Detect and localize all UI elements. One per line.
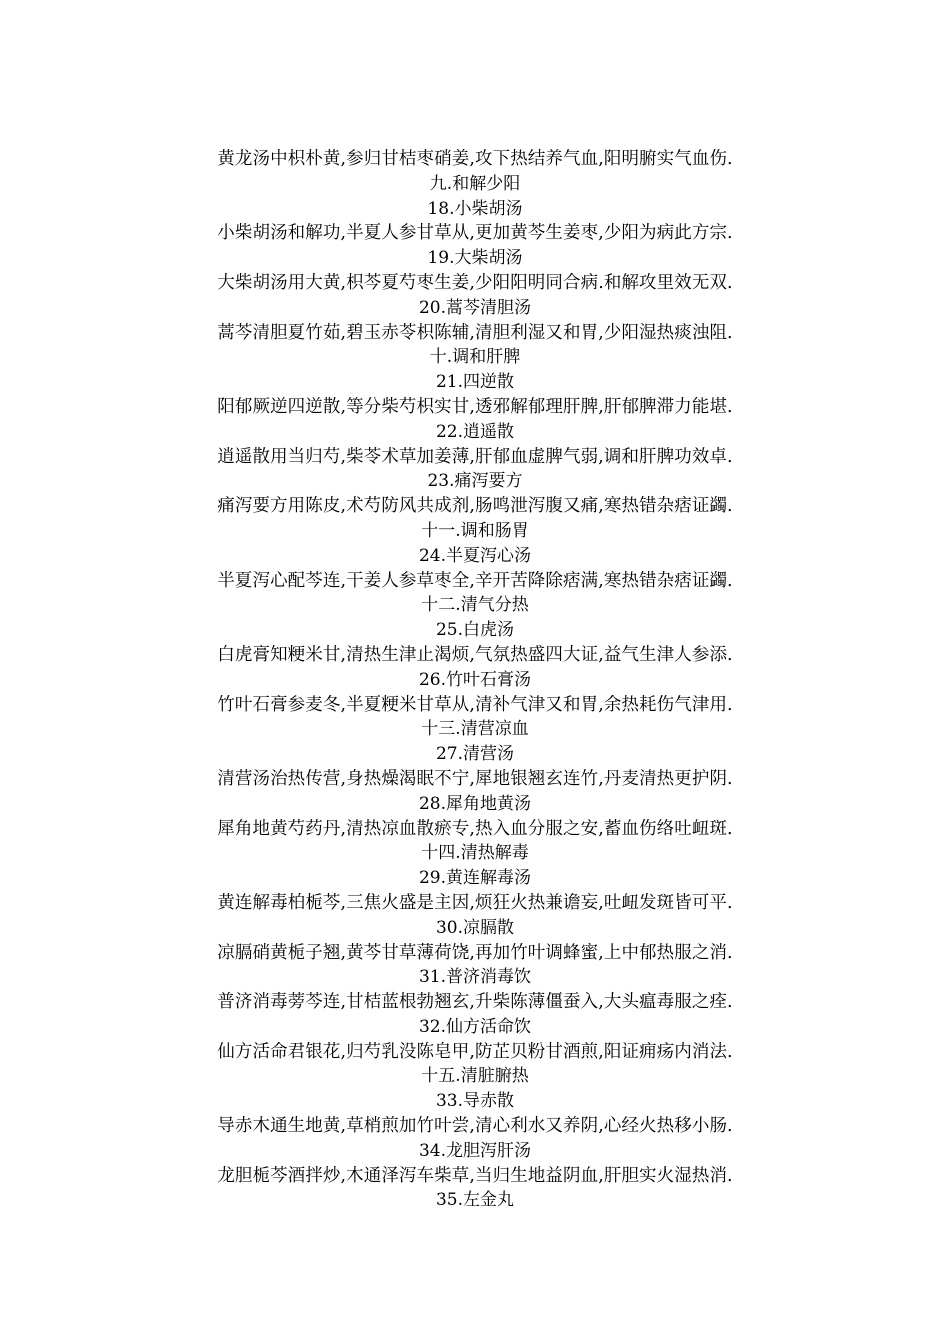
section-heading: 十五.清脏腑热	[421, 1066, 529, 1087]
section-heading: 十二.清气分热	[421, 595, 529, 616]
formula-title: 24.半夏泻心汤	[418, 545, 532, 566]
formula-title: 26.竹叶石膏汤	[418, 669, 532, 690]
verse-line: 白虎膏知粳米甘,清热生津止渴烦,气氛热盛四大证,益气生津人参添.	[217, 644, 733, 665]
formula-title: 22.逍遥散	[435, 421, 515, 442]
verse-line: 清营汤治热传营,身热燥渴眠不宁,犀地银翘玄连竹,丹麦清热更护阴.	[217, 768, 733, 789]
verse-line: 大柴胡汤用大黄,枳芩夏芍枣生姜,少阳阳明同合病.和解攻里效无双.	[217, 272, 733, 293]
verse-line: 逍遥散用当归芍,柴苓术草加姜薄,肝郁血虚脾气弱,调和肝脾功效卓.	[217, 446, 733, 467]
formula-title: 19.大柴胡汤	[427, 248, 523, 269]
formula-title: 25.白虎汤	[435, 620, 515, 641]
verse-line: 导赤木通生地黄,草梢煎加竹叶尝,清心利水又养阴,心经火热移小肠.	[217, 1116, 733, 1137]
verse-line: 小柴胡汤和解功,半夏人参甘草从,更加黄芩生姜枣,少阳为病此方宗.	[217, 223, 733, 244]
formula-title: 30.凉膈散	[435, 917, 515, 938]
verse-line: 黄连解毒柏栀芩,三焦火盛是主因,烦狂火热兼谵妄,吐衄发斑皆可平.	[217, 892, 733, 913]
section-heading: 十.调和肝脾	[429, 347, 521, 368]
verse-line: 蒿芩清胆夏竹茹,碧玉赤苓枳陈辅,清胆利湿又和胃,少阳湿热痰浊阻.	[217, 322, 733, 343]
formula-title: 35.左金丸	[435, 1190, 515, 1211]
verse-line: 竹叶石膏参麦冬,半夏粳米甘草从,清补气津又和胃,余热耗伤气津用.	[217, 694, 733, 715]
verse-line: 仙方活命君银花,归芍乳没陈皂甲,防芷贝粉甘酒煎,阳证痈疡内消法.	[217, 1041, 733, 1062]
verse-line: 阳郁厥逆四逆散,等分柴芍枳实甘,透邪解郁理肝脾,肝郁脾滞力能堪.	[217, 396, 733, 417]
formula-title: 33.导赤散	[435, 1091, 515, 1112]
formula-title: 29.黄连解毒汤	[418, 868, 532, 889]
formula-title: 28.犀角地黄汤	[418, 793, 532, 814]
section-heading: 十四.清热解毒	[421, 843, 529, 864]
formula-title: 27.清营汤	[435, 744, 515, 765]
section-heading: 十三.清营凉血	[421, 719, 529, 740]
verse-line: 痛泻要方用陈皮,术芍防风共成剂,肠鸣泄泻腹又痛,寒热错杂痞证蠲.	[217, 496, 733, 517]
verse-line: 犀角地黄芍药丹,清热凉血散瘀专,热入血分服之安,蓄血伤络吐衄斑.	[217, 818, 733, 839]
formula-title: 18.小柴胡汤	[427, 198, 523, 219]
section-heading: 九.和解少阳	[429, 173, 521, 194]
formula-title: 31.普济消毒饮	[418, 967, 532, 988]
document-body	[0, 147, 950, 1213]
verse-line: 半夏泻心配芩连,干姜人参草枣全,辛开苦降除痞满,寒热错杂痞证蠲.	[217, 570, 733, 591]
formula-title: 20.蒿芩清胆汤	[418, 297, 532, 318]
verse-line: 黄龙汤中枳朴黄,参归甘桔枣硝姜,攻下热结养气血,阳明腑实气血伤.	[217, 149, 733, 169]
section-heading: 十一.调和肠胃	[421, 520, 529, 541]
verse-line: 龙胆栀芩酒拌炒,木通泽泻车柴草,当归生地益阴血,肝胆实火湿热消.	[217, 1165, 733, 1186]
formula-title: 21.四逆散	[435, 372, 515, 393]
verse-line: 普济消毒蒡芩连,甘桔蓝根勃翘玄,升柴陈薄僵蚕入,大头瘟毒服之痊.	[217, 992, 733, 1013]
verse-line: 凉膈硝黄栀子翘,黄芩甘草薄荷饶,再加竹叶调蜂蜜,上中郁热服之消.	[217, 942, 733, 963]
formula-title: 32.仙方活命饮	[418, 1016, 532, 1037]
formula-title: 34.龙胆泻肝汤	[418, 1140, 532, 1161]
formula-title: 23.痛泻要方	[427, 471, 523, 492]
